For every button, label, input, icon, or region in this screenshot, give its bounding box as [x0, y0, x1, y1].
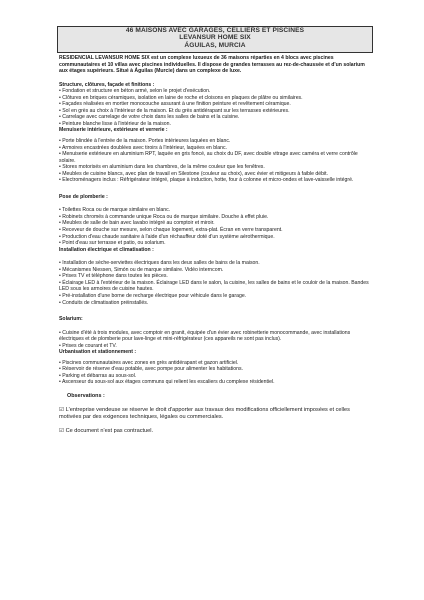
section-title-structure: Structure, clôtures, façade et finitions : [59, 81, 155, 88]
header-title: 46 MAISONS AVEC GARAGES, CELLIERS ET PISCINES [125, 27, 305, 34]
list-item: • Peinture blanche lisse à l'intérieur de la maison. [59, 120, 171, 127]
section-title-urbanisation: Urbanisation et stationnement : [59, 349, 137, 356]
list-item: • Piscines communautaires avec zones en grès antidérapant et gazon artificiel. [59, 359, 239, 366]
list-item: • Production d'eau chaude sanitaire à l'aide d'un réchauffeur doté d'un système aérothermique. [59, 233, 275, 240]
list-item: • Façades réalisées en mortier monocouche assurant à une finition peinture et revêtement céramique. [59, 101, 291, 108]
list-item: • Armoires encastrées doublées avec tiroirs à l'intérieur, laquées en blanc. [59, 144, 227, 151]
list-item: • Carrelage avec carrelage de votre choix dans les salles de bains et la cuisine. [59, 114, 240, 121]
list-item: • Prises TV et téléphone dans toutes les pièces. [59, 273, 168, 280]
section-title-menuiserie: Menuiserie intérieure, extérieure et verrerie : [59, 127, 168, 134]
list-item: • Robinets chromés à commande unique Roca ou de marque similaire. Douche à effet pluie. [59, 213, 269, 220]
list-item: • Fondation et structure en béton armé, selon le projet d'exécution. [59, 88, 211, 95]
list-item: • Meubles de cuisine blancs, avec plan de travail en Silestone (couleur au choix), avec évier et mitigeurs à faible débit. [59, 170, 328, 177]
list-item: • Electroménagers inclus : Réfrigérateur intégré, plaque à induction, hotte, four à colonne et micro-ondes et lave-vaisselle intégré. [59, 177, 354, 184]
list-item: • Installation de sèche-serviettes électriques dans les deux salles de bains de la maison. [59, 260, 260, 267]
list-item: • Réservoir de réserve d'eau potable, avec pompe pour alimenter les habitations. [59, 366, 243, 373]
document-header [57, 26, 373, 53]
list-item: • Pré-installation d'une borne de recharge électrique pour véhicule dans le garage. [59, 292, 247, 299]
observations-title: Observations : [67, 392, 105, 399]
list-item: • Meubles de salle de bain avec lavabo intégré au comptoir et miroir. [59, 220, 215, 227]
list-item: • Cuisine d'été à trois modules, avec comptoir en granit, équipée d'un évier avec robinetterie monocommande, avec installations électriques et de plomberie pour lave-linge et mini-réfrigérateur (ces appareils ne sont pas inclus). [59, 329, 351, 343]
list-item: • Ascenseur du sous-sol aux étages communs qui relient les escaliers du complexe résidentiel. [59, 379, 275, 386]
list-item: • Clôtures en briques céramiques, isolation en laine de roche et cloisons en plaques de plâtre ou similaires. [59, 94, 303, 101]
list-item: • Mécanismes Niessen, Simón ou de marque similaire. Vidéo interncom. [59, 266, 224, 273]
header-location: ÁGUILAS, MURCIA [184, 41, 246, 49]
document-body [59, 55, 373, 435]
list-item: • Toilettes Roca ou de marque similaire en blanc. [59, 207, 171, 214]
list-item: • Prises de courant et TV. [59, 342, 117, 349]
list-item: • Conduits de climatisation préinstallés. [59, 299, 149, 306]
section-title-solarium: Solarium: [59, 316, 83, 323]
list-item: • Porte blindée à l'entrée de la maison. Portes intérieures laquées en blanc. [59, 138, 231, 145]
list-item: • Receveur de douche sur mesure, selon chaque logement, extra-plat. Écran en verre transparent. [59, 227, 283, 234]
list-item: • Menuiserie extérieure en aluminium RPT, laquée en gris foncé, au choix du DF, avec double vitrage avec caméra et verre contrôle solaire. [59, 151, 358, 164]
list-item: • Éclairage LED à l'extérieur de la maison. Éclairage LED dans le salon, la cuisine, les salles de bains et le couloir de la maison. Bandes LED sous les armoires de cuisine hautes. [59, 279, 369, 293]
list-item: • Stores motorisés en aluminium dans les chambres, de la même couleur que les fenêtres. [59, 164, 265, 171]
header-project-name: LEVANSUR HOME SIX [179, 34, 251, 42]
observation-note: ☑ L'entreprise vendeuse se réserve le droit d'apporter aux travaux des modifications officiellement imposées et celles motivées par des exigences techniques, légales ou commerciales. [59, 406, 350, 420]
list-item: • Sol en grès au choix à l'intérieur de la maison. Et du grès antidérapant sur les terrasses extérieures. [59, 107, 290, 114]
intro-paragraph: RESIDENCIAL LEVANSUR HOME SIX est un complexe luxueux de 36 maisons réparties en 4 blocs avec piscines communautaires et 10 villas avec piscines individuelles. Il dispose de grandes terrasses au rez-de-chaussée et d'un solarium aux étages supérieurs. Situé à Águilas (Murcie) dans un complexe de luxe. [59, 55, 365, 75]
observation-note: ☑ Ce document n'est pas contractuel. [59, 428, 154, 435]
section-title-plomberie: Pose de plomberie : [59, 193, 108, 200]
section-title-electrique: Installation électrique et climatisation : [59, 246, 154, 253]
list-item: • Parking et débarras au sous-sol. [59, 372, 137, 379]
list-item: • Point d'eau sur terrasse et patio, ou solarium. [59, 240, 166, 247]
